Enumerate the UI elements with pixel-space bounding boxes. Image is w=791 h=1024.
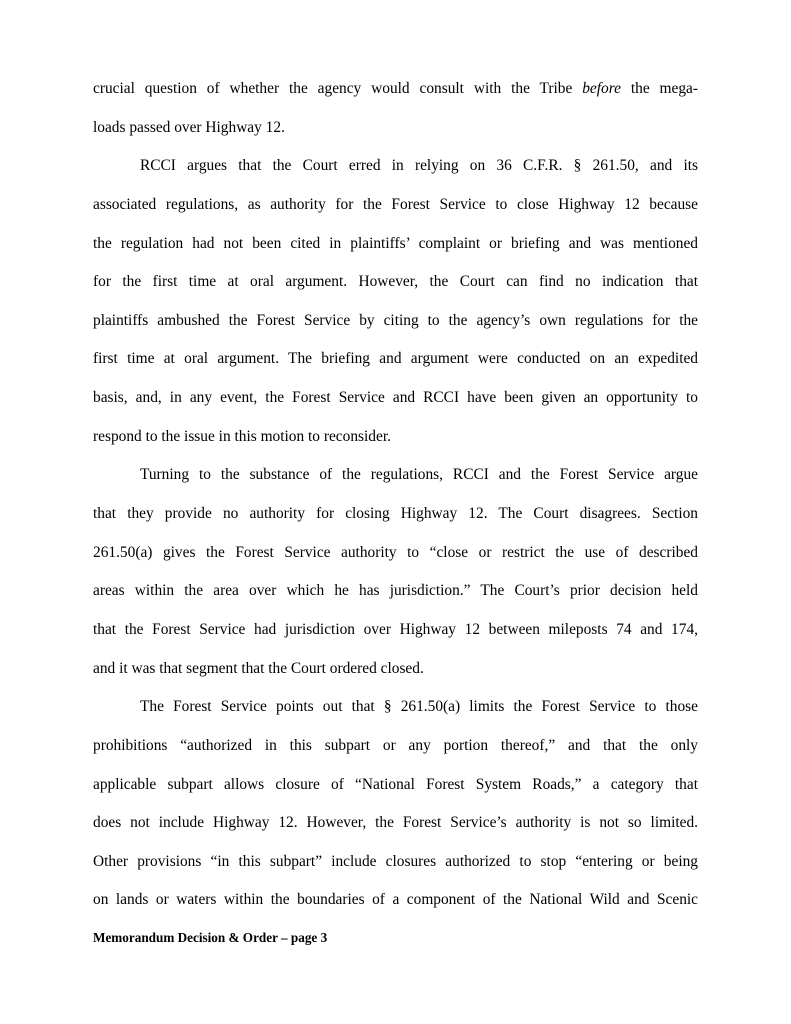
text-line: 261.50(a) gives the Forest Service authority to “close or restrict the use of described: [93, 543, 698, 561]
text-line: crucial question of whether the agency would consult with the Tribe before the mega-: [93, 80, 698, 97]
text-line: first time at oral argument. The briefing and argument were conducted on an expedited: [93, 350, 698, 368]
page-footer: Memorandum Decision & Order – page 3: [93, 930, 328, 945]
text-line: areas within the area over which he has jurisdiction.” The Court’s prior decision held: [93, 582, 698, 600]
text-line: the regulation had not been cited in plaintiffs’ complaint or briefing and was mentioned: [93, 234, 698, 252]
text-line: Other provisions “in this subpart” include closures authorized to stop “entering or being: [93, 852, 698, 870]
paragraph-first-line: The Forest Service points out that § 261.50(a) limits the Forest Service to those: [140, 698, 698, 716]
text-line: applicable subpart allows closure of “National Forest System Roads,” a category that: [93, 775, 698, 793]
text-line: on lands or waters within the boundaries of a component of the National Wild and Scenic: [93, 891, 698, 909]
text-line: basis, and, in any event, the Forest Service and RCCI have been given an opportunity to: [93, 389, 698, 407]
document-body: [93, 76, 698, 926]
paragraph-first-line: RCCI argues that the Court erred in relying on 36 C.F.R. § 261.50, and its: [140, 157, 698, 175]
text-line: plaintiffs ambushed the Forest Service by citing to the agency’s own regulations for the: [93, 311, 698, 329]
text-line: prohibitions “authorized in this subpart or any portion thereof,” and that the only: [93, 736, 698, 754]
text-line: loads passed over Highway 12.: [93, 118, 285, 136]
emphasized-word: before: [582, 80, 621, 97]
text-line: that they provide no authority for closing Highway 12. The Court disagrees. Section: [93, 505, 698, 523]
text-line: associated regulations, as authority for the Forest Service to close Highway 12 because: [93, 195, 698, 213]
text-line: and it was that segment that the Court ordered closed.: [93, 659, 424, 677]
text-line: for the first time at oral argument. However, the Court can find no indication that: [93, 273, 698, 291]
text-line: does not include Highway 12. However, the Forest Service’s authority is not so limited.: [93, 814, 698, 832]
text-line: respond to the issue in this motion to reconsider.: [93, 427, 391, 445]
paragraph-first-line: Turning to the substance of the regulations, RCCI and the Forest Service argue: [140, 466, 698, 484]
text-line: that the Forest Service had jurisdiction over Highway 12 between mileposts 74 and 174,: [93, 620, 698, 638]
